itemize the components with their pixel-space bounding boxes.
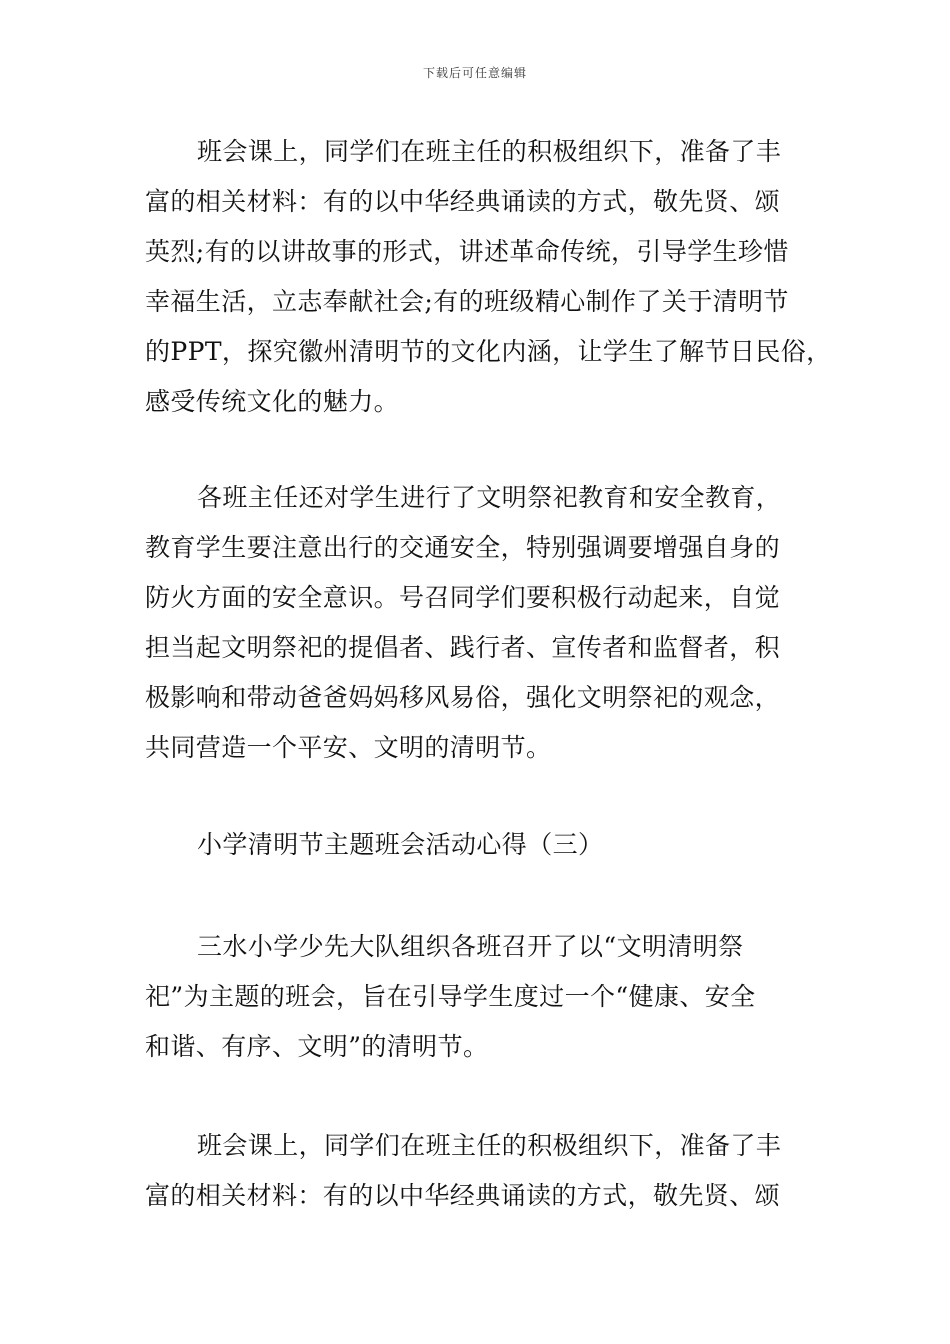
paragraph-line: 防火方面的安全意识。号召同学们要积极行动起来，自觉 bbox=[145, 583, 781, 612]
paragraph-line: 英烈;有的以讲故事的形式，讲述革命传统，引导学生珍惜 bbox=[145, 237, 789, 266]
paragraph-line: 富的相关材料：有的以中华经典诵读的方式，敬先贤、颂 bbox=[145, 1181, 781, 1210]
paragraph-4 bbox=[145, 1131, 815, 1231]
paragraph-line: 三水小学少先大队组织各班召开了以“文明清明祭 bbox=[197, 932, 744, 961]
paragraph-line: 教育学生要注意出行的交通安全，特别强调要增强自身的 bbox=[145, 533, 781, 562]
paragraph-line: 的PPT，探究徽州清明节的文化内涵，让学生了解节日民俗， bbox=[145, 337, 832, 366]
paragraph-line: 担当起文明祭祀的提倡者、践行者、宣传者和监督者，积 bbox=[145, 633, 781, 662]
paragraph-line: 各班主任还对学生进行了文明祭祀教育和安全教育， bbox=[197, 483, 782, 512]
paragraph-line: 班会课上，同学们在班主任的积极组织下，准备了丰 bbox=[197, 137, 782, 166]
paragraph-line: 幸福生活，立志奉献社会;有的班级精心制作了关于清明节 bbox=[145, 287, 789, 316]
section-heading bbox=[145, 830, 815, 880]
paragraph-line: 富的相关材料：有的以中华经典诵读的方式，敬先贤、颂 bbox=[145, 187, 781, 216]
paragraph-2 bbox=[145, 483, 815, 783]
paragraph-line: 共同营造一个平安、文明的清明节。 bbox=[145, 733, 552, 762]
paragraph-line: 极影响和带动爸爸妈妈移风易俗，强化文明祭祀的观念， bbox=[145, 683, 781, 712]
paragraph-line: 祀”为主题的班会，旨在引导学生度过一个“健康、安全 bbox=[145, 982, 756, 1011]
heading-line: 小学清明节主题班会活动心得（三） bbox=[197, 830, 604, 859]
paragraph-line: 感受传统文化的魅力。 bbox=[145, 387, 400, 416]
page-header: 下载后可任意编辑 bbox=[422, 66, 527, 80]
paragraph-line: 和谐、有序、文明”的清明节。 bbox=[145, 1032, 489, 1061]
paragraph-line: 班会课上，同学们在班主任的积极组织下，准备了丰 bbox=[197, 1131, 782, 1160]
paragraph-3 bbox=[145, 932, 815, 1082]
paragraph-1 bbox=[145, 137, 832, 437]
